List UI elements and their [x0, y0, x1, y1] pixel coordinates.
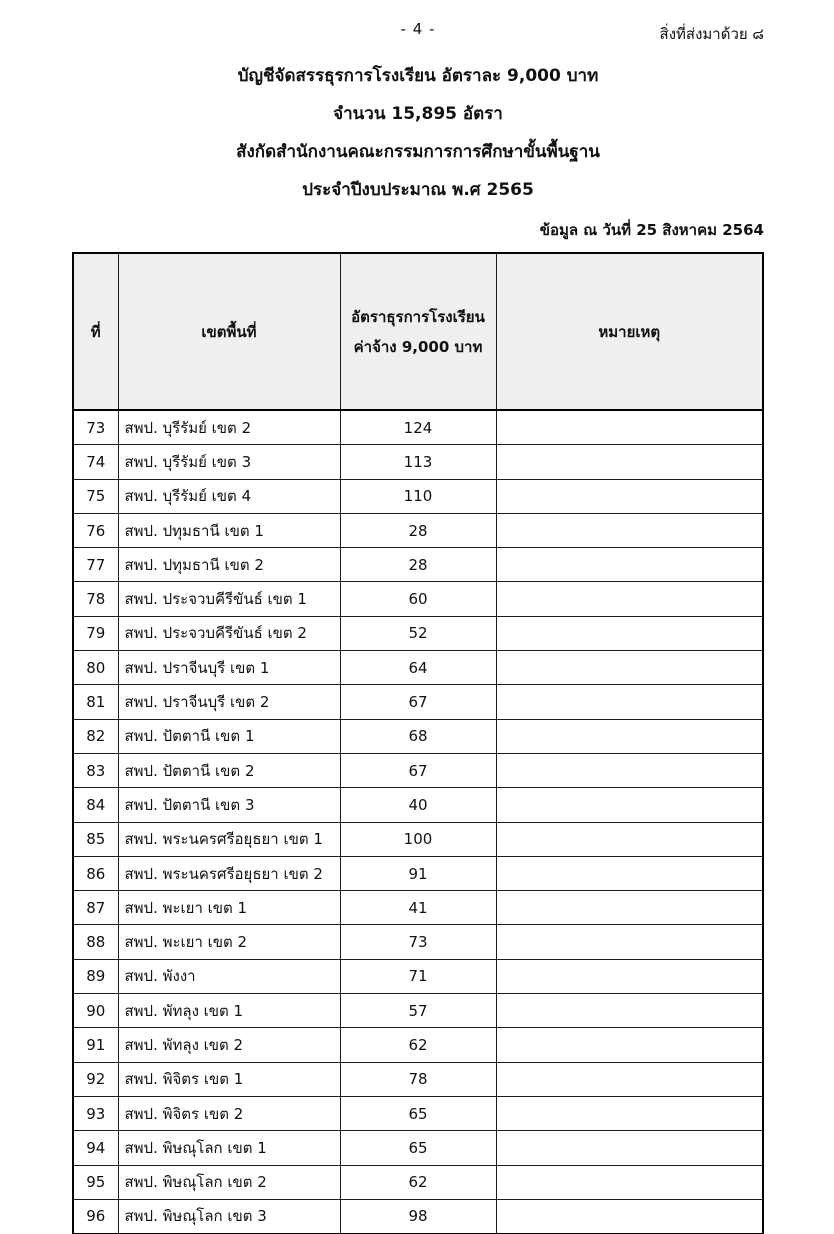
row-rate: 124: [340, 410, 496, 445]
row-no: 79: [73, 616, 118, 650]
table-header: [73, 253, 763, 410]
row-no: 75: [73, 479, 118, 513]
table-row: [73, 616, 763, 650]
row-remark: [496, 582, 763, 616]
table-body: [73, 410, 763, 1234]
row-area: สพป. พัทลุง เขต 2: [118, 1028, 340, 1062]
table-row: [73, 445, 763, 479]
row-remark: [496, 1028, 763, 1062]
row-no: 83: [73, 753, 118, 787]
row-rate: 60: [340, 582, 496, 616]
row-area: สพป. พระนครศรีอยุธยา เขต 2: [118, 856, 340, 890]
row-rate: 65: [340, 1131, 496, 1165]
page-number: - 4 -: [400, 20, 436, 38]
table-row: [73, 891, 763, 925]
row-rate: 73: [340, 925, 496, 959]
row-no: 78: [73, 582, 118, 616]
document-title-line-2: จำนวน 15,895 อัตรา: [333, 104, 503, 124]
row-rate: 91: [340, 856, 496, 890]
row-remark: [496, 616, 763, 650]
row-rate: 100: [340, 822, 496, 856]
row-rate: 113: [340, 445, 496, 479]
table-row: [73, 1165, 763, 1199]
row-rate: 57: [340, 994, 496, 1028]
row-no: 85: [73, 822, 118, 856]
row-area: สพป. ปัตตานี เขต 3: [118, 788, 340, 822]
row-area: สพป. พิษณุโลก เขต 1: [118, 1131, 340, 1165]
row-no: 95: [73, 1165, 118, 1199]
document-title-line-1: บัญชีจัดสรรธุรการโรงเรียน อัตราละ 9,000 บาท: [237, 66, 599, 86]
row-area: สพป. พะเยา เขต 1: [118, 891, 340, 925]
table-row: [73, 753, 763, 787]
row-rate: 65: [340, 1096, 496, 1130]
row-remark: [496, 445, 763, 479]
row-remark: [496, 856, 763, 890]
top-line: [72, 18, 764, 42]
row-no: 76: [73, 513, 118, 547]
row-rate: 40: [340, 788, 496, 822]
row-remark: [496, 1165, 763, 1199]
row-remark: [496, 651, 763, 685]
row-area: สพป. ปทุมธานี เขต 1: [118, 513, 340, 547]
allocation-table: [72, 252, 764, 1234]
row-area: สพป. ปทุมธานี เขต 2: [118, 548, 340, 582]
row-area: สพป. ปราจีนบุรี เขต 1: [118, 651, 340, 685]
header-no: ที่: [73, 253, 118, 410]
row-area: สพป. ประจวบคีรีขันธ์ เขต 1: [118, 582, 340, 616]
row-remark: [496, 1131, 763, 1165]
table-row: [73, 788, 763, 822]
table-row: [73, 479, 763, 513]
table-row: [73, 410, 763, 445]
row-area: สพป. บุรีรัมย์ เขต 4: [118, 479, 340, 513]
table-row: [73, 1028, 763, 1062]
row-remark: [496, 479, 763, 513]
header-remark: หมายเหตุ: [496, 253, 763, 410]
row-area: สพป. ปัตตานี เขต 1: [118, 719, 340, 753]
header-rate: [340, 253, 496, 410]
document-title-line-3: สังกัดสำนักงานคณะกรรมการการศึกษาขั้นพื้นฐาน: [236, 142, 600, 162]
row-no: 81: [73, 685, 118, 719]
row-no: 73: [73, 410, 118, 445]
row-no: 90: [73, 994, 118, 1028]
table-header-row: [73, 253, 763, 410]
row-remark: [496, 685, 763, 719]
row-remark: [496, 753, 763, 787]
row-remark: [496, 513, 763, 547]
title-block: [72, 66, 764, 201]
row-remark: [496, 925, 763, 959]
row-rate: 64: [340, 651, 496, 685]
row-no: 92: [73, 1062, 118, 1096]
table-row: [73, 651, 763, 685]
table-row: [73, 959, 763, 993]
table-row: [73, 582, 763, 616]
table-row: [73, 856, 763, 890]
row-rate: 41: [340, 891, 496, 925]
row-area: สพป. พิษณุโลก เขต 2: [118, 1165, 340, 1199]
row-area: สพป. พิจิตร เขต 1: [118, 1062, 340, 1096]
row-rate: 62: [340, 1028, 496, 1062]
row-remark: [496, 788, 763, 822]
row-no: 88: [73, 925, 118, 959]
row-no: 77: [73, 548, 118, 582]
row-no: 91: [73, 1028, 118, 1062]
row-area: สพป. พิษณุโลก เขต 3: [118, 1199, 340, 1234]
data-as-of-date: ข้อมูล ณ วันที่ 25 สิงหาคม 2564: [539, 221, 764, 239]
row-rate: 67: [340, 685, 496, 719]
row-rate: 78: [340, 1062, 496, 1096]
table-row: [73, 1199, 763, 1234]
row-remark: [496, 822, 763, 856]
row-remark: [496, 891, 763, 925]
row-rate: 67: [340, 753, 496, 787]
row-remark: [496, 410, 763, 445]
row-rate: 62: [340, 1165, 496, 1199]
row-area: สพป. พิจิตร เขต 2: [118, 1096, 340, 1130]
table-row: [73, 548, 763, 582]
table-row: [73, 513, 763, 547]
row-area: สพป. ประจวบคีรีขันธ์ เขต 2: [118, 616, 340, 650]
row-area: สพป. พังงา: [118, 959, 340, 993]
header-rate-line-2: ค่าจ้าง 9,000 บาท: [353, 337, 483, 356]
row-no: 89: [73, 959, 118, 993]
table-row: [73, 1062, 763, 1096]
row-area: สพป. ปราจีนบุรี เขต 2: [118, 685, 340, 719]
row-remark: [496, 1096, 763, 1130]
row-area: สพป. พะเยา เขต 2: [118, 925, 340, 959]
row-remark: [496, 994, 763, 1028]
row-remark: [496, 1062, 763, 1096]
row-rate: 28: [340, 513, 496, 547]
row-remark: [496, 719, 763, 753]
row-no: 82: [73, 719, 118, 753]
table-row: [73, 822, 763, 856]
row-area: สพป. พัทลุง เขต 1: [118, 994, 340, 1028]
row-no: 96: [73, 1199, 118, 1234]
row-rate: 98: [340, 1199, 496, 1234]
table-row: [73, 1096, 763, 1130]
row-rate: 68: [340, 719, 496, 753]
header-area: เขตพื้นที่: [118, 253, 340, 410]
row-no: 93: [73, 1096, 118, 1130]
row-remark: [496, 1199, 763, 1234]
table-row: [73, 994, 763, 1028]
row-remark: [496, 959, 763, 993]
table-row: [73, 719, 763, 753]
row-no: 94: [73, 1131, 118, 1165]
page-content: [72, 0, 764, 1234]
table-row: [73, 1131, 763, 1165]
row-area: สพป. ปัตตานี เขต 2: [118, 753, 340, 787]
row-rate: 110: [340, 479, 496, 513]
row-rate: 28: [340, 548, 496, 582]
row-rate: 52: [340, 616, 496, 650]
table-row: [73, 685, 763, 719]
document-title-line-4: ประจำปีงบประมาณ พ.ศ 2565: [302, 180, 534, 200]
row-area: สพป. บุรีรัมย์ เขต 2: [118, 410, 340, 445]
attachment-note: สิ่งที่ส่งมาด้วย ๘: [659, 25, 764, 43]
row-area: สพป. บุรีรัมย์ เขต 3: [118, 445, 340, 479]
row-remark: [496, 548, 763, 582]
row-no: 86: [73, 856, 118, 890]
row-no: 80: [73, 651, 118, 685]
row-no: 87: [73, 891, 118, 925]
row-rate: 71: [340, 959, 496, 993]
table-row: [73, 925, 763, 959]
row-no: 74: [73, 445, 118, 479]
header-rate-line-1: อัตราธุรการโรงเรียน: [351, 307, 485, 326]
row-no: 84: [73, 788, 118, 822]
row-area: สพป. พระนครศรีอยุธยา เขต 1: [118, 822, 340, 856]
